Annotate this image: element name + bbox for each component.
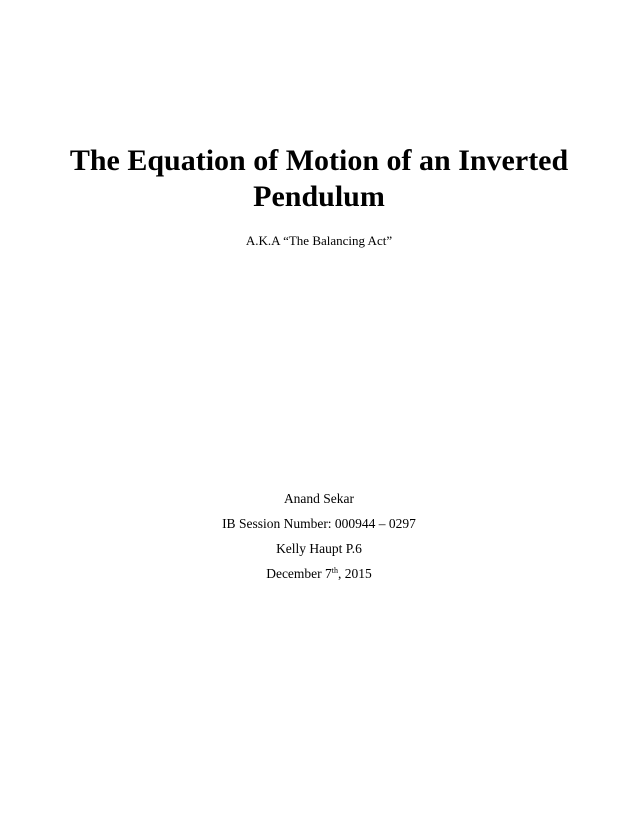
date-prefix: December 7 bbox=[266, 566, 332, 581]
date-superscript: th bbox=[331, 566, 339, 575]
document-subtitle: A.K.A “The Balancing Act” bbox=[245, 233, 393, 248]
teacher-name: Kelly Haupt P.6 bbox=[276, 541, 362, 556]
author-info-block bbox=[0, 486, 638, 586]
author-name: Anand Sekar bbox=[283, 491, 355, 506]
title-line-1: The Equation of Motion of an Inverted bbox=[69, 144, 569, 177]
document-title bbox=[0, 143, 638, 215]
title-line-2: Pendulum bbox=[253, 180, 385, 213]
session-number: IB Session Number: 000944 – 0297 bbox=[222, 516, 416, 531]
document-date bbox=[0, 561, 638, 586]
date-suffix: , 2015 bbox=[338, 566, 372, 581]
